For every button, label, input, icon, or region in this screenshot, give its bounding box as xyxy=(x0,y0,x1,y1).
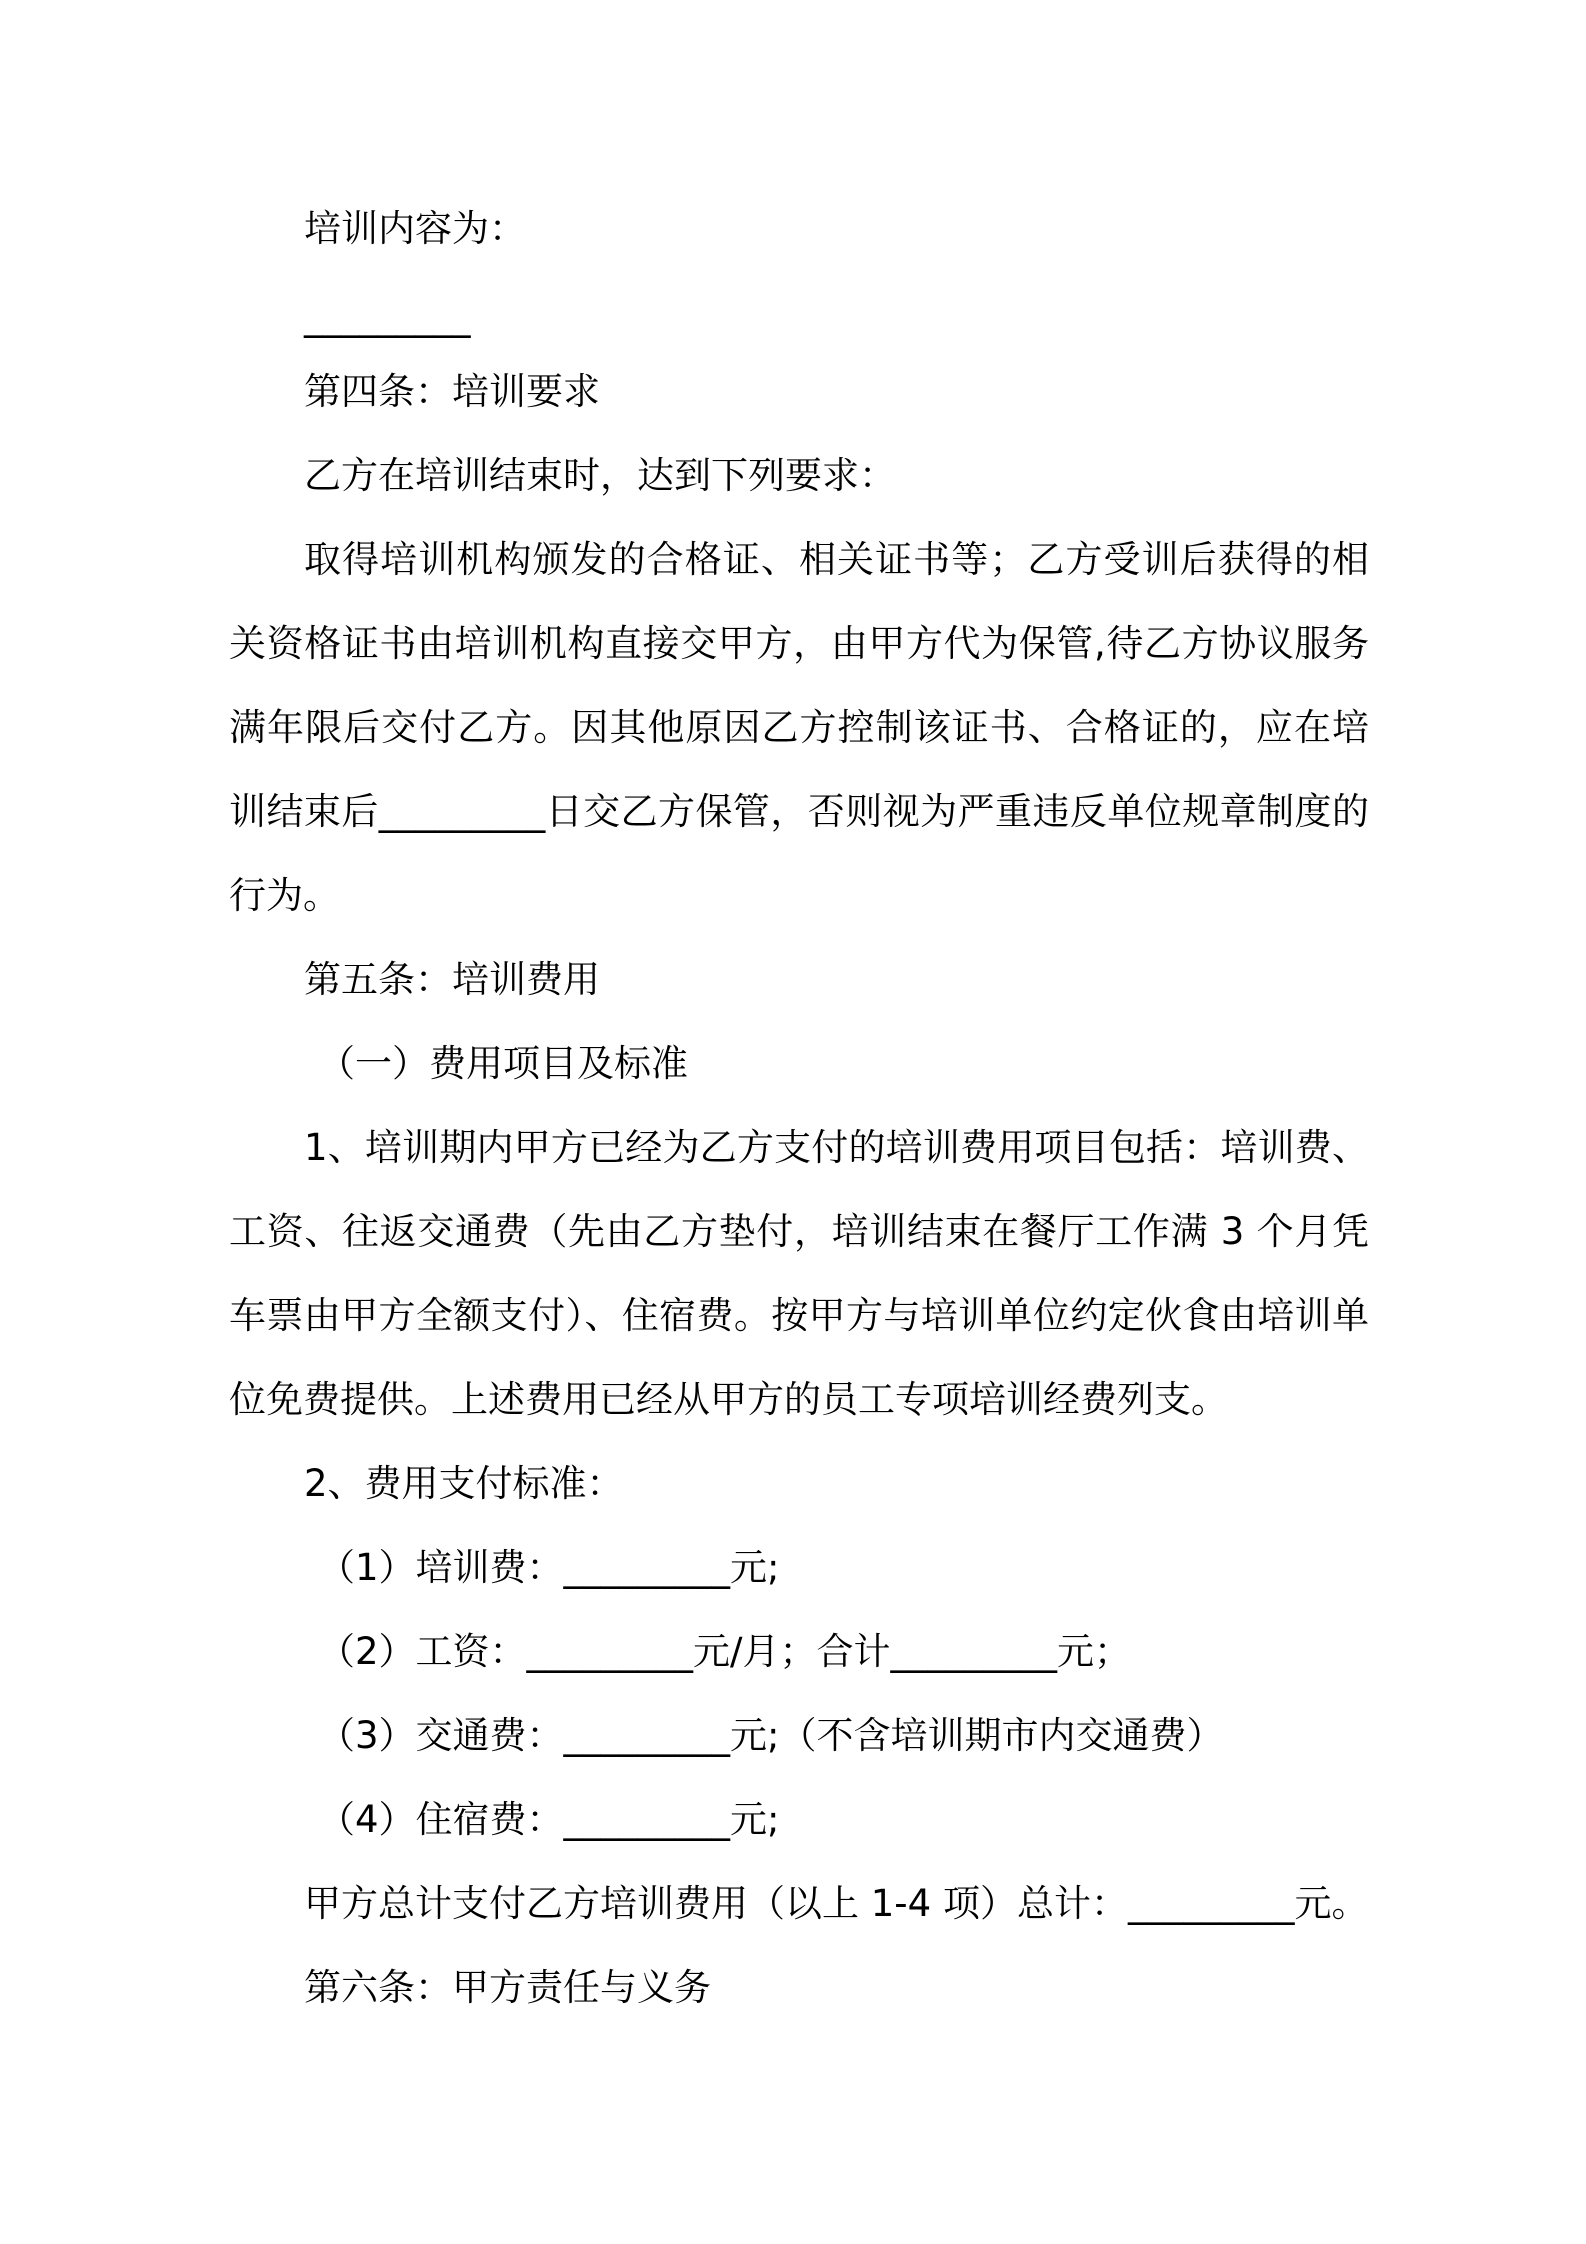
paragraph-costs-line-4: 位免费提供。上述费用已经从甲方的员工专项培训经费列支。 xyxy=(229,1378,1228,1421)
paragraph-costs-line-3: 车票由甲方全额支付）、住宿费。按甲方与培训单位约定伙食由培训单 xyxy=(229,1294,1369,1337)
payment-item-accommodation: （4）住宿费：_________元; xyxy=(318,1798,780,1841)
article-5-heading: 第五条：培训费用 xyxy=(304,958,600,1001)
paragraph-certificate-line-4: 训结束后_________日交乙方保管，否则视为严重违反单位规章制度的 xyxy=(229,790,1369,833)
article-4-heading: 第四条：培训要求 xyxy=(304,370,600,413)
paragraph-certificate-line-5: 行为。 xyxy=(229,874,340,917)
article-4-intro: 乙方在培训结束时，达到下列要求： xyxy=(304,454,896,497)
payment-item-transport: （3）交通费：_________元;（不含培训期市内交通费） xyxy=(318,1714,1224,1757)
payment-item-training-fee: （1）培训费：_________元; xyxy=(318,1546,780,1589)
payment-standard-heading: 2、费用支付标准： xyxy=(304,1462,624,1505)
paragraph-certificate-line-2: 关资格证书由培训机构直接交甲方，由甲方代为保管,待乙方协议服务 xyxy=(229,622,1369,665)
paragraph-certificate-line-3: 满年限后交付乙方。因其他原因乙方控制该证书、合格证的，应在培 xyxy=(229,706,1369,749)
paragraph-costs-line-2: 工资、往返交通费（先由乙方垫付，培训结束在餐厅工作满 3 个月凭 xyxy=(229,1210,1369,1253)
paragraph-certificate-line-1: 取得培训机构颁发的合格证、相关证书等；乙方受训后获得的相 xyxy=(304,538,1369,581)
paragraph-costs-line-1: 1、培训期内甲方已经为乙方支付的培训费用项目包括：培训费、 xyxy=(304,1126,1369,1169)
section-1-heading: （一）费用项目及标准 xyxy=(318,1042,688,1085)
article-6-heading: 第六条：甲方责任与义务 xyxy=(304,1966,711,2009)
training-content-blank: _________ xyxy=(304,295,471,338)
training-content-label: 培训内容为： xyxy=(304,207,526,250)
payment-total: 甲方总计支付乙方培训费用（以上 1-4 项）总计：_________元。 xyxy=(304,1882,1369,1925)
payment-item-salary: （2）工资：_________元/月；合计_________元； xyxy=(318,1630,1132,1673)
